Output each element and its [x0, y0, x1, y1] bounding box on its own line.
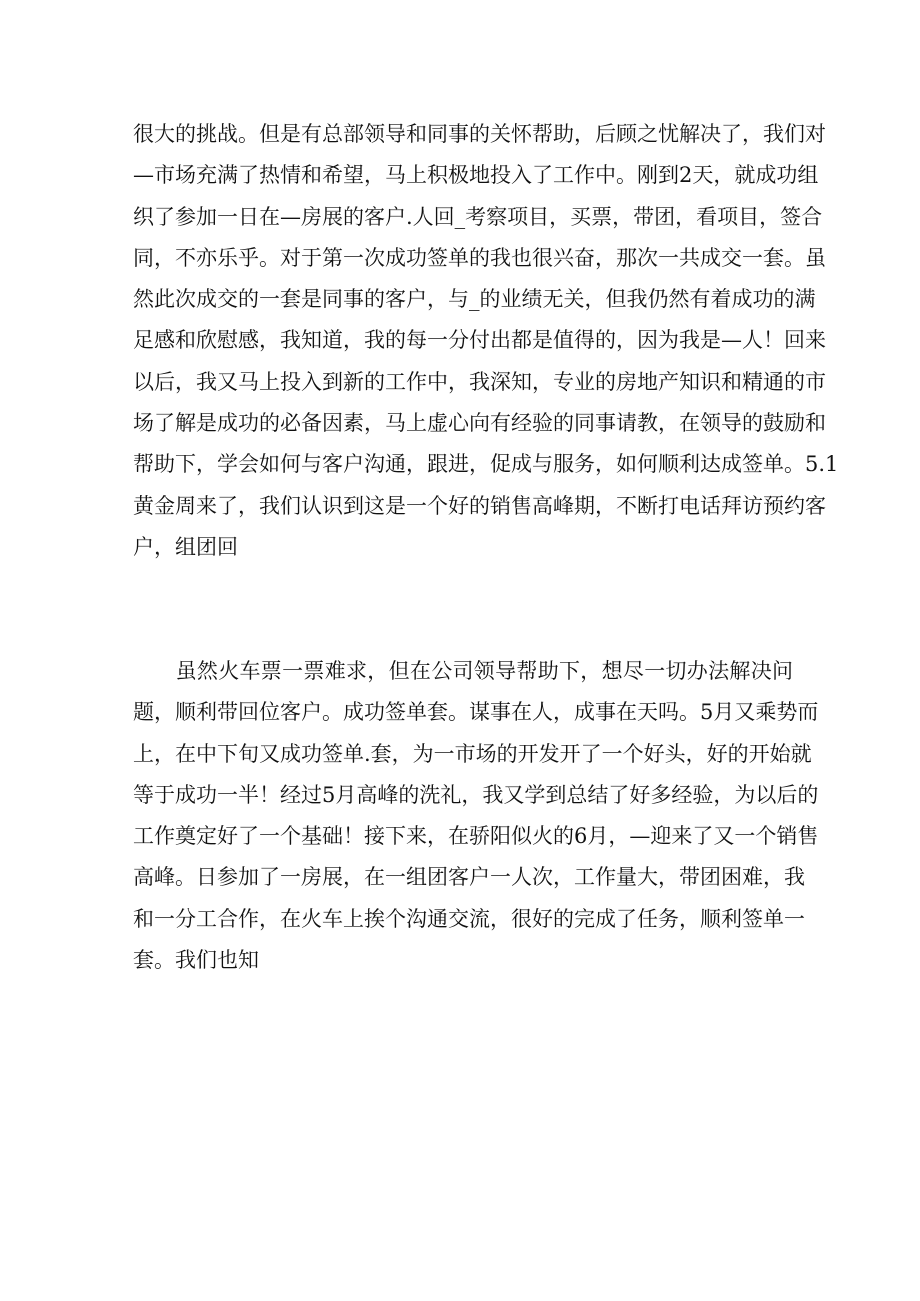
text-line: 场了解是成功的必备因素，马上虚心向有经验的同事请教，在领导的鼓励和 — [133, 411, 826, 436]
text-line: 然此次成交的一套是同事的客户，与_的业绩无关，但我仍然有着成功的满 — [133, 287, 816, 312]
text-line: 帮助下，学会如何与客户沟通，跟进，促成与服务，如何顺利达成签单。5.1 — [133, 452, 839, 477]
text-line: 黄金周来了，我们认识到这是一个好的销售高峰期，不断打电话拜访预约客 — [133, 493, 826, 518]
text-line: 虽然火车票一票难求，但在公司领导帮助下，想尽一切办法解决问 — [133, 659, 793, 683]
text-line: 同，不亦乐乎。对于第一次成功签单的我也很兴奋，那次一共成交一套。虽 — [133, 245, 826, 270]
text-line: 高峰。日参加了一房展，在一组团客户一人次，工作量大，带团困难，我 — [133, 865, 805, 890]
paragraph-1 — [133, 114, 839, 568]
text-line: 套。我们也知 — [133, 948, 259, 973]
text-line: 工作奠定好了一个基础！接下来，在骄阳似火的6月，—迎来了又一个销售 — [133, 824, 819, 849]
paragraph-2 — [133, 651, 819, 981]
text-line: 等于成功一半！经过5月高峰的洗礼，我又学到总结了好多经验，为以后的 — [133, 782, 819, 807]
text-line: 以后，我又马上投入到新的工作中，我深知，专业的房地产知识和精通的市 — [133, 369, 826, 394]
text-line: 织了参加一日在—房展的客户.人回_考察项目，买票，带团，看项目，签合 — [133, 204, 823, 229]
text-line: —市场充满了热情和希望，马上积极地投入了工作中。刚到2天，就成功组 — [133, 163, 819, 188]
text-line: 很大的挑战。但是有总部领导和同事的关怀帮助，后顾之忧解决了，我们对 — [133, 122, 826, 146]
text-line: 上，在中下旬又成功签单.套，为一市场的开发开了一个好头，好的开始就 — [133, 741, 812, 766]
text-line: 题，顺利带回位客户。成功签单套。谋事在人，成事在天吗。5月又乘势而 — [133, 700, 819, 725]
text-line: 足感和欣慰感，我知道，我的每一分付出都是值得的，因为我是—人！回来 — [133, 328, 826, 353]
text-line: 和一分工合作，在火车上挨个沟通交流，很好的完成了任务，顺利签单一 — [133, 906, 805, 931]
text-line: 户，组团回 — [133, 534, 238, 559]
